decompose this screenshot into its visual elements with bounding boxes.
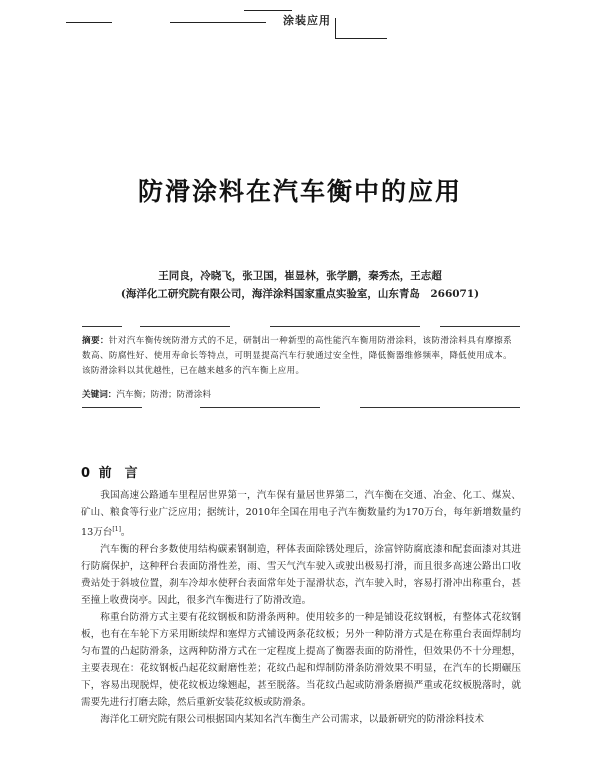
- abstract-bottom-rule-3: [360, 407, 520, 408]
- paragraph-1: 我国高速公路通车里程居世界第一，汽车保有量居世界第二，汽车衡在交通、冶金、化工、煤炭、矿山、粮食等行业广泛应用；据统计，2010年全国在用电子汽车衡数量约为170万台，每年新增数量约13万台[1]。: [81, 490, 521, 539]
- paper-title: 防滑涂料在汽车衡中的应用: [137, 177, 462, 206]
- header-rule-mid: [170, 22, 266, 23]
- abstract-bottom-rule-2: [200, 407, 320, 408]
- keywords-text: 汽车衡；防滑；防滑涂料: [116, 390, 211, 400]
- abstract-top-rule-3: [270, 326, 420, 327]
- keywords: [82, 388, 512, 400]
- paragraph-3: 称重台防滑方式主要有花纹钢板和防滑条两种。使用较多的一种是铺设花纹钢板，有整体式花纹钢板，也有在车轮下方采用断续焊和塞焊方式铺设两条花纹板；另外一种防滑方式是在称重台表面焊制均匀布置的凸起防滑条，这两种防滑方式在一定程度上提高了衡器表面的防滑性，但效果仍不十分理想，主要表现在：花纹钢板凸起花纹耐磨性差；花纹凸起和焊制防滑条防滑效果不明显，在汽车的长期碾压下，容易出现脱焊，使花纹板边缘翘起，甚至脱落。当花纹凸起或防滑条磨损严重或花纹板脱落时，就需要先进行打磨去除，然后重新安装花纹板或防滑条。: [81, 612, 521, 709]
- citation-ref: [1]: [112, 526, 121, 533]
- section-heading: [81, 462, 138, 481]
- header-section-label: 涂装应用: [283, 14, 331, 27]
- header-rule-right: [335, 38, 387, 39]
- section-title: 前 言: [98, 466, 138, 481]
- keywords-label: 关键词：: [82, 390, 117, 400]
- body-text: [81, 487, 521, 728]
- abstract-text: 针对汽车衡传统防滑方式的不足，研制出一种新型的高性能汽车衡用防滑涂料，该防滑涂料具有摩擦系数高、防腐性好、使用寿命长等特点，可明显提高汽车行驶通过安全性，降低衡器维修频率，降低使用成本。该防滑涂料以其优越性，已在越来越多的汽车衡上应用。: [82, 336, 512, 376]
- abstract-bottom-rule-1: [82, 407, 142, 408]
- abstract: [82, 334, 512, 379]
- abstract-top-rule-1: [82, 326, 122, 327]
- abstract-top-rule-4: [440, 326, 520, 327]
- paragraph-2: 汽车衡的秤台多数使用结构碳素钢制造，秤体表面除锈处理后，涂富锌防腐底漆和配套面漆对其进行防腐保护，这种秤台表面防滑性差，雨、雪天气汽车驶入或驶出极易打滑，而且很多高速公路出口收费站处于斜坡位置，刹车冷却水使秤台表面常年处于湿滑状态，汽车驶入时，容易打滑冲出称重台，甚至撞上收费岗亭。因此，很多汽车衡进行了防滑改造。: [81, 544, 521, 607]
- header-tick: [335, 18, 336, 38]
- paragraph-4: 海洋化工研究院有限公司根据国内某知名汽车衡生产公司需求，以最新研究的防滑涂料技术: [100, 714, 484, 726]
- abstract-top-rule-2: [140, 326, 230, 327]
- abstract-label: 摘要：: [82, 336, 109, 346]
- header-rule-left: [66, 22, 112, 23]
- header-rule-top: [244, 10, 292, 11]
- author-list: 王同良，冷晓飞，张卫国，崔显林，张学鹏，秦秀杰，王志超: [158, 270, 442, 282]
- section-number: 0: [81, 466, 91, 481]
- affiliation: (海洋化工研究院有限公司，海洋涂料国家重点实验室，山东青岛 266071): [120, 288, 480, 300]
